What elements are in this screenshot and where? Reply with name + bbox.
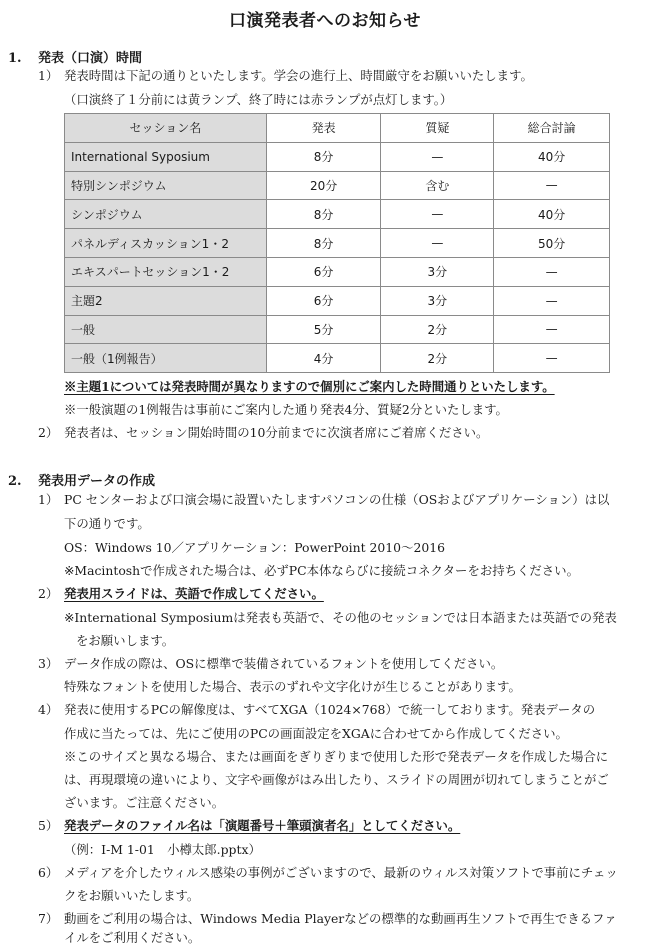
section-1-heading xyxy=(8,47,142,66)
s1-note-underlined: ※主題1については発表時間が異なりますので個別にご案内した時間通りといたします。 xyxy=(64,379,555,394)
table-row xyxy=(65,171,610,200)
s2-item2-number: 2） xyxy=(38,586,59,601)
cell-qa: 3分 xyxy=(381,286,494,315)
s1-item1-number: 1） xyxy=(38,68,59,83)
cell-qa: — xyxy=(381,229,494,258)
s2-item5-line1: 発表データのファイル名は「演題番号＋筆頭演者名」としてください。 xyxy=(64,818,461,833)
cell-presentation: 8分 xyxy=(266,200,381,229)
cell-qa: 3分 xyxy=(381,257,494,286)
header-qa: 質疑 xyxy=(381,114,494,143)
table-row xyxy=(65,142,610,171)
cell-session-name: 一般（1例報告） xyxy=(65,344,267,373)
s1-item2-number: 2） xyxy=(38,425,59,440)
s2-item7-line2: イルをご利用ください。 xyxy=(64,930,201,945)
cell-presentation: 4分 xyxy=(266,344,381,373)
table-row xyxy=(65,286,610,315)
cell-session-name: International Syposium xyxy=(65,142,267,171)
cell-qa: 2分 xyxy=(381,315,494,344)
s2-item6-number: 6） xyxy=(38,865,59,880)
table-row xyxy=(65,315,610,344)
s2-item6-line2: クをお願いいたします。 xyxy=(64,888,200,903)
session-time-table xyxy=(64,113,610,373)
s2-item5-number: 5） xyxy=(38,818,59,833)
cell-session-name: エキスパートセッション1・2 xyxy=(65,257,267,286)
s2-item2-line3: をお願いします。 xyxy=(76,633,175,648)
cell-presentation: 5分 xyxy=(266,315,381,344)
section-1-title: 発表（口演）時間 xyxy=(38,51,143,66)
s1-note-case-report: ※一般演題の1例報告は事前にご案内した通り発表4分、質疑2分といたします。 xyxy=(64,402,508,417)
s2-item7-line1: 動画をご利用の場合は、Windows Media Playerなどの標準的な動画再生ソフトで再生できるファ xyxy=(64,911,617,926)
header-discussion: 総合討論 xyxy=(494,114,610,143)
cell-presentation: 8分 xyxy=(266,142,381,171)
s2-item4-line4: は、再現環境の違いにより、文字や画像がはみ出したり、スライドの周囲が切れてしまうことがご xyxy=(64,772,609,787)
cell-discussion: — xyxy=(494,171,610,200)
s2-item4-number: 4） xyxy=(38,702,59,717)
cell-discussion: 50分 xyxy=(494,229,610,258)
section-2-title: 発表用データの作成 xyxy=(38,474,156,489)
s2-item2-line1: 発表用スライドは、英語で作成してください。 xyxy=(64,586,324,601)
cell-session-name: 特別シンポジウム xyxy=(65,171,267,200)
cell-presentation: 6分 xyxy=(266,286,381,315)
s2-item1-line3: OS：Windows 10／アプリケーション：PowerPoint 2010～2016 xyxy=(64,540,445,555)
cell-discussion: — xyxy=(494,344,610,373)
cell-presentation: 6分 xyxy=(266,257,381,286)
s1-item1-line2: （口演終了１分前には黄ランプ、終了時には赤ランプが点灯します。） xyxy=(64,92,453,107)
s2-item1-line4: ※Macintoshで作成された場合は、必ずPC本体ならびに接続コネクターをお持ちください。 xyxy=(64,563,579,578)
cell-session-name: シンポジウム xyxy=(65,200,267,229)
s2-item3-line1: データ作成の際は、OSに標準で装備されているフォントを使用してください。 xyxy=(64,656,504,671)
table-row xyxy=(65,200,610,229)
s2-item1-line2: 下の通りです。 xyxy=(64,516,150,531)
table-row xyxy=(65,257,610,286)
s2-item5-line2: （例：I-M 1-01 小樽太郎.pptx） xyxy=(64,842,261,857)
s2-item4-line3: ※このサイズと異なる場合、または画面をぎりぎりまで使用した形で発表データを作成した場合に xyxy=(64,749,609,764)
section-2-number: 2. xyxy=(8,474,22,489)
cell-discussion: 40分 xyxy=(494,200,610,229)
section-2-heading xyxy=(8,470,155,489)
s2-item6-line1: メディアを介したウィルス感染の事例がございますので、最新のウィルス対策ソフトで事前にチェッ xyxy=(64,865,618,880)
section-1-number: 1. xyxy=(8,51,22,66)
s2-item1-line1: PC センターおよび口演会場に設置いたしますパソコンの仕様（OSおよびアプリケーション）は以 xyxy=(64,492,610,507)
table-header-row xyxy=(65,114,610,143)
cell-qa: — xyxy=(381,200,494,229)
cell-discussion: — xyxy=(494,315,610,344)
cell-session-name: 主題2 xyxy=(65,286,267,315)
s2-item4-line2: 作成に当たっては、先にご使用のPCの画面設定をXGAに合わせてから作成してください。 xyxy=(64,726,568,741)
cell-session-name: 一般 xyxy=(65,315,267,344)
s2-item4-line5: ざいます。ご注意ください。 xyxy=(64,795,225,810)
cell-discussion: — xyxy=(494,286,610,315)
cell-discussion: — xyxy=(494,257,610,286)
s2-item2-line2: ※International Symposiumは発表も英語で、その他のセッションでは日本語または英語での発表 xyxy=(64,610,617,625)
cell-qa: 含む xyxy=(381,171,494,200)
s1-item2-text: 発表者は、セッション開始時間の10分前までに次演者席にご着席ください。 xyxy=(64,425,489,440)
table-row xyxy=(65,229,610,258)
cell-presentation: 8分 xyxy=(266,229,381,258)
cell-session-name: パネルディスカッション1・2 xyxy=(65,229,267,258)
table-row xyxy=(65,344,610,373)
s2-item1-number: 1） xyxy=(38,492,59,507)
page-title: 口演発表者へのお知らせ xyxy=(229,11,421,31)
header-presentation: 発表 xyxy=(266,114,381,143)
s1-item1-line1: 発表時間は下記の通りといたします。学会の進行上、時間厳守をお願いいたします。 xyxy=(64,68,533,83)
s2-item3-number: 3） xyxy=(38,656,59,671)
cell-qa: — xyxy=(381,142,494,171)
cell-discussion: 40分 xyxy=(494,142,610,171)
cell-qa: 2分 xyxy=(381,344,494,373)
header-session-name: セッション名 xyxy=(65,114,267,143)
s2-item4-line1: 発表に使用するPCの解像度は、すべてXGA（1024×768）で統一しております。発表データの xyxy=(64,702,596,717)
s2-item3-line2: 特殊なフォントを使用した場合、表示のずれや文字化けが生じることがあります。 xyxy=(64,679,521,694)
cell-presentation: 20分 xyxy=(266,171,381,200)
s2-item7-number: 7） xyxy=(38,911,59,926)
